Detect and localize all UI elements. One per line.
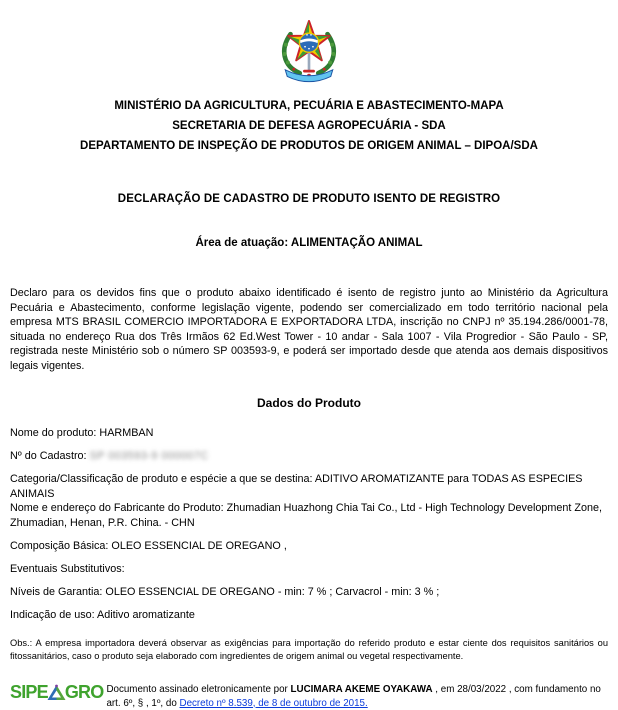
department-line: DEPARTAMENTO DE INSPEÇÃO DE PRODUTOS DE ORIGEM ANIMAL – DIPOA/SDA xyxy=(80,140,538,152)
product-section-title: Dados do Produto xyxy=(257,396,361,410)
field-category-manufacturer xyxy=(10,472,602,530)
cadastro-redacted-value: SP 003593-9 000007C xyxy=(89,450,209,462)
sipeagro-logo xyxy=(10,683,103,701)
cadastro-label: Nº do Cadastro: xyxy=(10,450,90,462)
ministry-line: MINISTÉRIO DA AGRICULTURA, PECUÁRIA E ABASTECIMENTO-MAPA xyxy=(114,100,504,112)
field-category: Categoria/Classificação de produto e espécie a que se destina: ADITIVO AROMATIZANTE para TODAS AS ESPECIES ANIMAIS xyxy=(10,473,583,500)
footer xyxy=(10,683,608,710)
brazil-coat-of-arms-icon xyxy=(276,13,342,87)
coat-of-arms-container xyxy=(10,0,608,87)
field-manufacturer: Nome e endereço do Fabricante do Produto: Zhumadian Huazhong Chia Tai Co., Ltd - High Technology Development Zone, Zhumadian, Henan, P.R. China. - CHN xyxy=(10,502,602,529)
document-title: DECLARAÇÃO DE CADASTRO DE PRODUTO ISENTO DE REGISTRO xyxy=(117,193,501,205)
signature-text xyxy=(106,683,608,710)
field-composition: Composição Básica: OLEO ESSENCIAL DE OREGANO , xyxy=(10,540,287,552)
field-guarantee-levels: Níveis de Garantia: OLEO ESSENCIAL DE OREGANO - min: 7 % ; Carvacrol - min: 3 % ; xyxy=(10,586,440,598)
product-fields xyxy=(10,426,608,622)
signed-prefix: Documento assinado eletronicamente por xyxy=(106,684,291,695)
signed-middle: , em 28/03/2022 , com fundamento no art. 6º, § , 1º, do xyxy=(106,684,601,709)
area-subtitle: Área de atuação: ALIMENTAÇÃO ANIMAL xyxy=(195,237,423,249)
sipeagro-triangle-icon xyxy=(47,684,66,701)
decree-link[interactable]: Decreto nº 8.539, de 8 de outubro de 2015. xyxy=(179,697,368,709)
observation-note: Obs.: A empresa importadora deverá observar as exigências para importação do referido produto e estar ciente dos requisitos sanitários ou fitossanitários, caso o produto seja elaborado com ingredientes de origem animal ou vegetal respectivamente. xyxy=(10,638,608,661)
secretariat-line: SECRETARIA DE DEFESA AGROPECUÁRIA - SDA xyxy=(172,120,446,132)
field-substitutes: Eventuais Substitutivos: xyxy=(10,563,125,575)
sipeagro-logo-text-post: GRO xyxy=(64,682,104,702)
declaration-paragraph: Declaro para os devidos fins que o produto abaixo identificado é isento de registro junto ao Ministério da Agricultura Pecuária e Abastecimento, conforme legislação vigente, podendo ser comercializado em todo território nacional pela empresa MTS BRASIL COMERCIO IMPORTADORA E EXPORTADORA LTDA, inscrição no CNPJ nº 35.194.286/0001-78, situada no endereço Rua dos Três Irmãos 62 Ed.West Tower - 10 andar - Sala 1007 - Vila Progredior - São Paulo - SP, registrada neste Ministério sob o número SP 003593-9, e poderá ser importado desde que atenda aos demais dispositivos legais vigentes. xyxy=(10,287,608,372)
signer-name: LUCIMARA AKEME OYAKAWA xyxy=(290,684,433,695)
sipeagro-logo-text-pre: SIPE xyxy=(10,682,48,702)
gov-header xyxy=(10,96,608,156)
field-product-name: Nome do produto: HARMBAN xyxy=(10,427,154,439)
field-cadastro xyxy=(10,449,608,463)
field-usage-indication: Indicação de uso: Aditivo aromatizante xyxy=(10,609,195,621)
